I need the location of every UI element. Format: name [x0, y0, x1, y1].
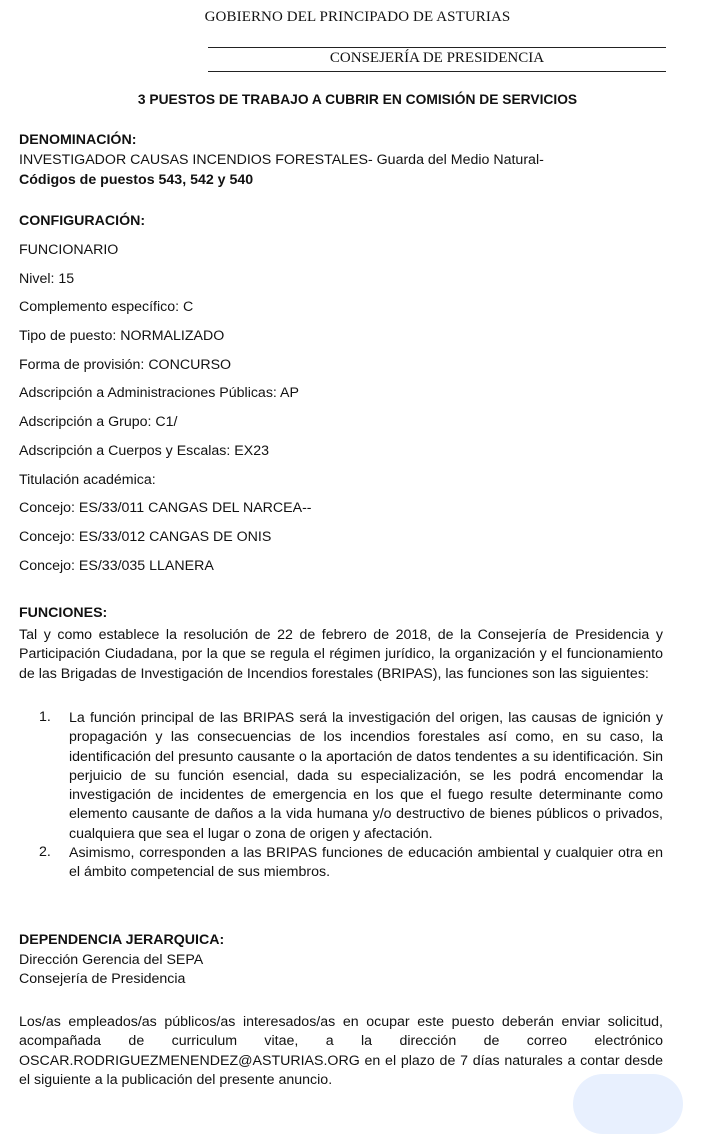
config-item: Concejo: ES/33/012 CANGAS DE ONIS	[19, 529, 272, 545]
config-item: Tipo de puesto: NORMALIZADO	[19, 328, 225, 344]
config-item: Concejo: ES/33/011 CANGAS DEL NARCEA--	[19, 500, 312, 516]
denominacion-heading: DENOMINACIÓN:	[19, 132, 137, 148]
funciones-list	[39, 709, 663, 883]
config-item: Adscripción a Grupo: C1/	[19, 414, 178, 430]
list-item	[39, 844, 663, 883]
config-item: Concejo: ES/33/035 LLANERA	[19, 558, 214, 574]
funciones-heading: FUNCIONES:	[19, 605, 108, 621]
document-title: 3 PUESTOS DE TRABAJO A CUBRIR EN COMISIÓN DE SERVICIOS	[137, 92, 578, 107]
government-header: GOBIERNO DEL PRINCIPADO DE ASTURIAS	[204, 9, 511, 25]
list-item	[39, 709, 663, 844]
header-rule-bottom	[208, 71, 666, 72]
codes-line: Códigos de puestos 543, 542 y 540	[19, 172, 254, 188]
list-number: 1.	[39, 709, 51, 725]
list-number: 2.	[39, 844, 51, 861]
department-header: CONSEJERÍA DE PRESIDENCIA	[329, 50, 545, 66]
closing-paragraph: Los/as empleados/as públicos/as interesados/as en ocupar este puesto deberán enviar solicitud, acompañada de curriculum vitae, a la dirección de correo electrónico OSCAR.RODRIGUEZMENENDEZ@ASTURIAS.ORG en el plazo de 7 días naturales a contar desde el siguiente a la publicación del presente anuncio.	[19, 1014, 663, 1088]
denominacion-line: INVESTIGADOR CAUSAS INCENDIOS FORESTALES- Guarda del Medio Natural-	[19, 152, 544, 168]
configuracion-heading: CONFIGURACIÓN:	[19, 213, 146, 229]
config-item: Titulación académica:	[19, 472, 156, 488]
list-text: La función principal de las BRIPAS será la investigación del origen, las causas de ignición y propagación y las consecuencias de los incendios forestales así como, en su caso, la identificación del presunto causante o la aportación de datos tendentes a su identificación. Sin perjuicio de su función esencial, dada su especialización, se les podrá encomendar la investigación de incidentes de emergencia en los que el fuego resulte determinante como elemento causante de daños a la vida humana y/o destructivo de bienes públicos o privados, cualquiera que sea el lugar o zona de origen y afectación.	[69, 710, 663, 842]
config-item: Complemento específico: C	[19, 299, 194, 315]
config-item: Nivel: 15	[19, 271, 75, 287]
config-item: FUNCIONARIO	[19, 242, 119, 258]
config-item: Adscripción a Administraciones Públicas: AP	[19, 385, 299, 401]
header-rule-top	[208, 47, 666, 48]
funciones-intro: Tal y como establece la resolución de 22 de febrero de 2018, de la Consejería de Presidencia y Participación Ciudadana, por la que se regula el régimen jurídico, la organización y el funcionamiento de las Brigadas de Investigación de Incendios forestales (BRIPAS), las funciones son las siguientes:	[19, 627, 663, 682]
dependencia-line: Consejería de Presidencia	[19, 971, 186, 987]
list-text: Asimismo, corresponden a las BRIPAS funciones de educación ambiental y cualquier otra en el ámbito competencial de sus miembros.	[69, 845, 663, 881]
dependencia-heading: DEPENDENCIA JERARQUICA:	[19, 932, 225, 948]
floating-button-shadow	[573, 1074, 683, 1134]
config-item: Forma de provisión: CONCURSO	[19, 357, 232, 373]
dependencia-line: Dirección Gerencia del SEPA	[19, 952, 204, 968]
config-item: Adscripción a Cuerpos y Escalas: EX23	[19, 443, 269, 459]
